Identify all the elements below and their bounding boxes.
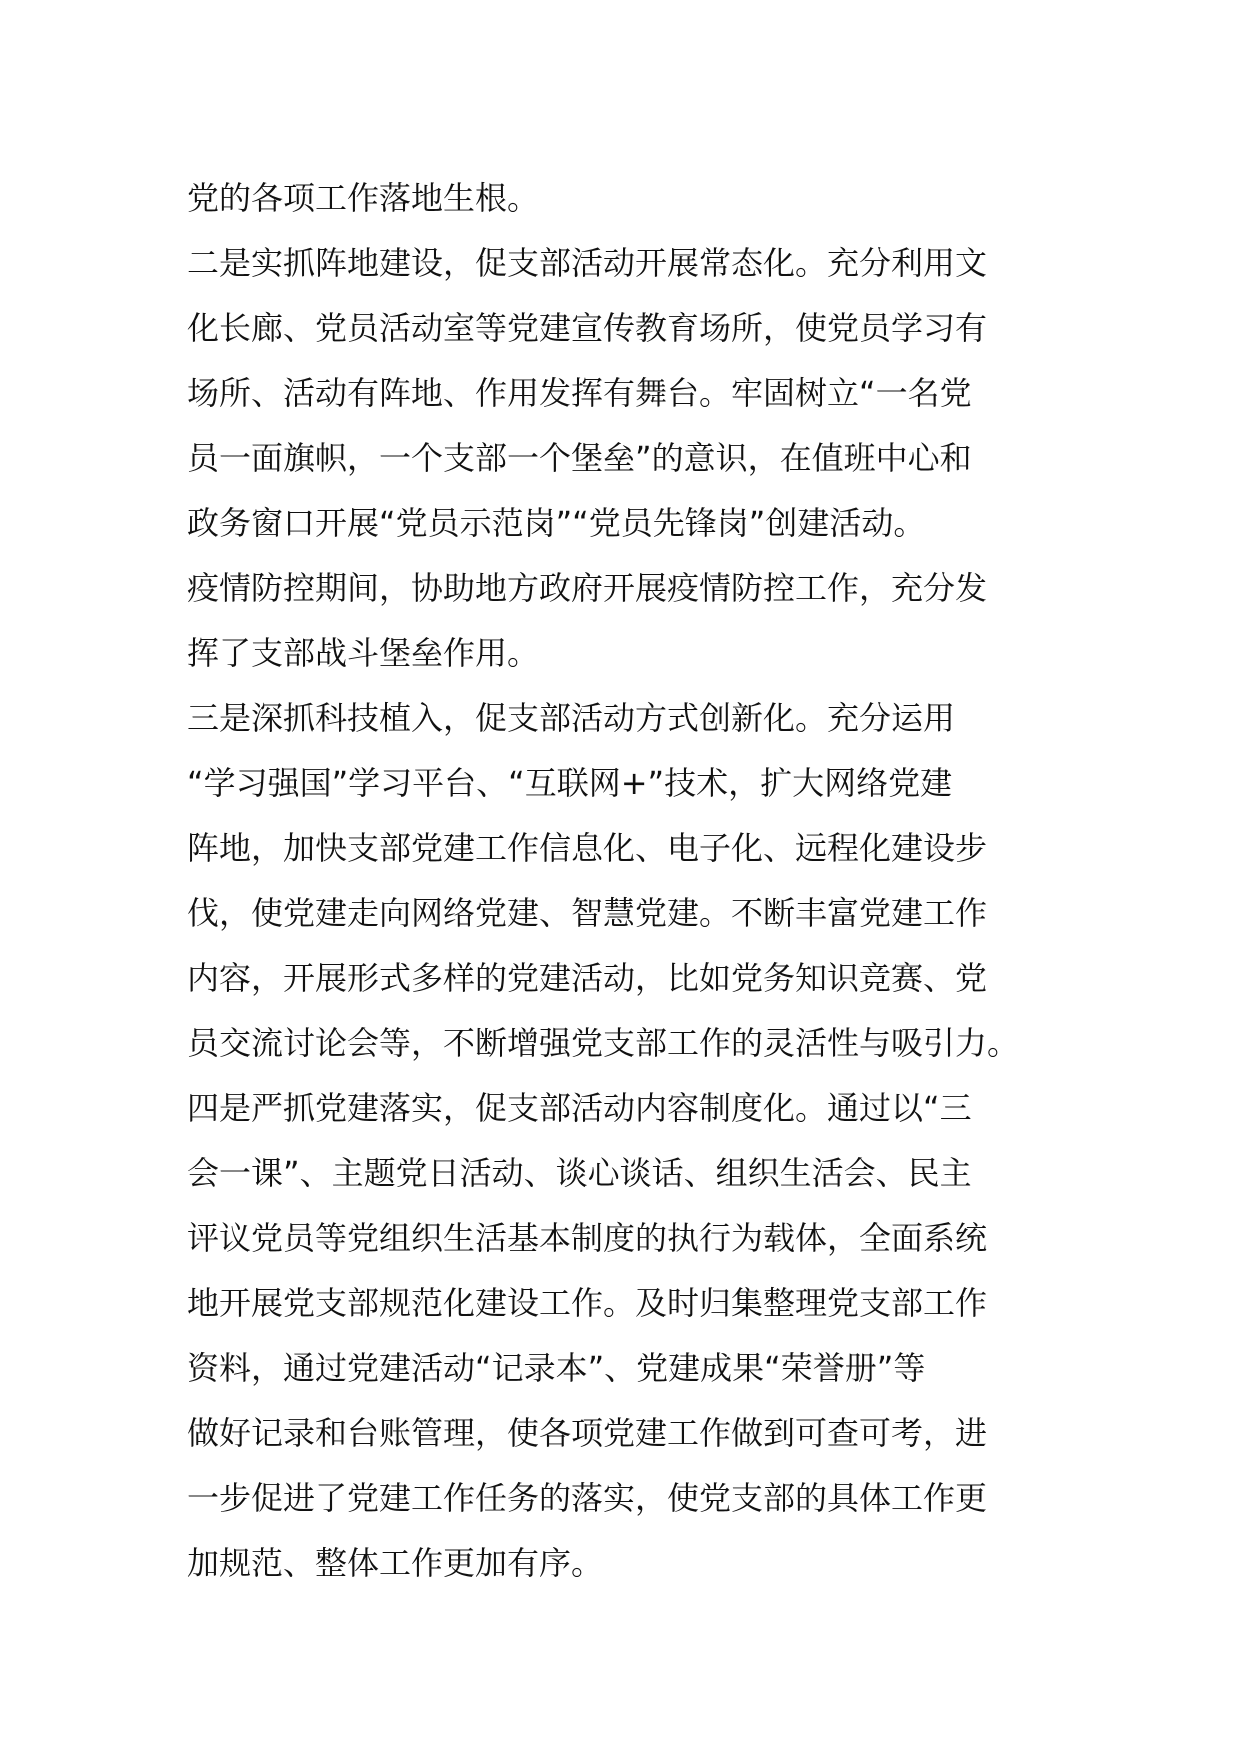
text-line: 政务窗口开展“党员示范岗”“党员先锋岗”创建活动。 [187,504,926,542]
text-line: “学习强国”学习平台、“互联网+”技术，扩大网络党建 [187,764,953,802]
document-body [187,166,1067,1596]
text-line: 地开展党支部规范化建设工作。及时归集整理党支部工作 [187,1284,988,1322]
text-line: 评议党员等党组织生活基本制度的执行为载体，全面系统 [187,1219,988,1257]
text-line: 加规范、整体工作更加有序。 [187,1544,604,1582]
text-line: 内容，开展形式多样的党建活动，比如党务知识竞赛、党 [187,959,988,997]
text-line: 一步促进了党建工作任务的落实，使党支部的具体工作更 [187,1479,988,1517]
text-line: 员一面旗帜，一个支部一个堡垒”的意识，在值班中心和 [187,439,972,477]
text-line: 阵地，加快支部党建工作信息化、电子化、远程化建设步 [187,829,988,867]
text-line: 四是严抓党建落实，促支部活动内容制度化。通过以“三 [187,1089,972,1127]
text-line: 挥了支部战斗堡垒作用。 [187,634,540,672]
text-line: 资料，通过党建活动“记录本”、党建成果“荣誉册”等 [187,1349,926,1387]
text-line: 伐，使党建走向网络党建、智慧党建。不断丰富党建工作 [187,894,988,932]
text-line: 三是深抓科技植入，促支部活动方式创新化。充分运用 [187,699,956,737]
text-line: 场所、活动有阵地、作用发挥有舞台。牢固树立“一名党 [187,374,972,412]
text-line: 做好记录和台账管理，使各项党建工作做到可查可考，进 [187,1414,988,1452]
text-line: 化长廊、党员活动室等党建宣传教育场所，使党员学习有 [187,309,988,347]
text-line: 疫情防控期间，协助地方政府开展疫情防控工作，充分发 [187,569,988,607]
text-line: 党的各项工作落地生根。 [187,179,540,217]
text-line: 会一课”、主题党日活动、谈心谈话、组织生活会、民主 [187,1154,972,1192]
text-line: 员交流讨论会等，不断增强党支部工作的灵活性与吸引力。 [187,1024,1020,1062]
text-line: 二是实抓阵地建设，促支部活动开展常态化。充分利用文 [187,244,988,282]
